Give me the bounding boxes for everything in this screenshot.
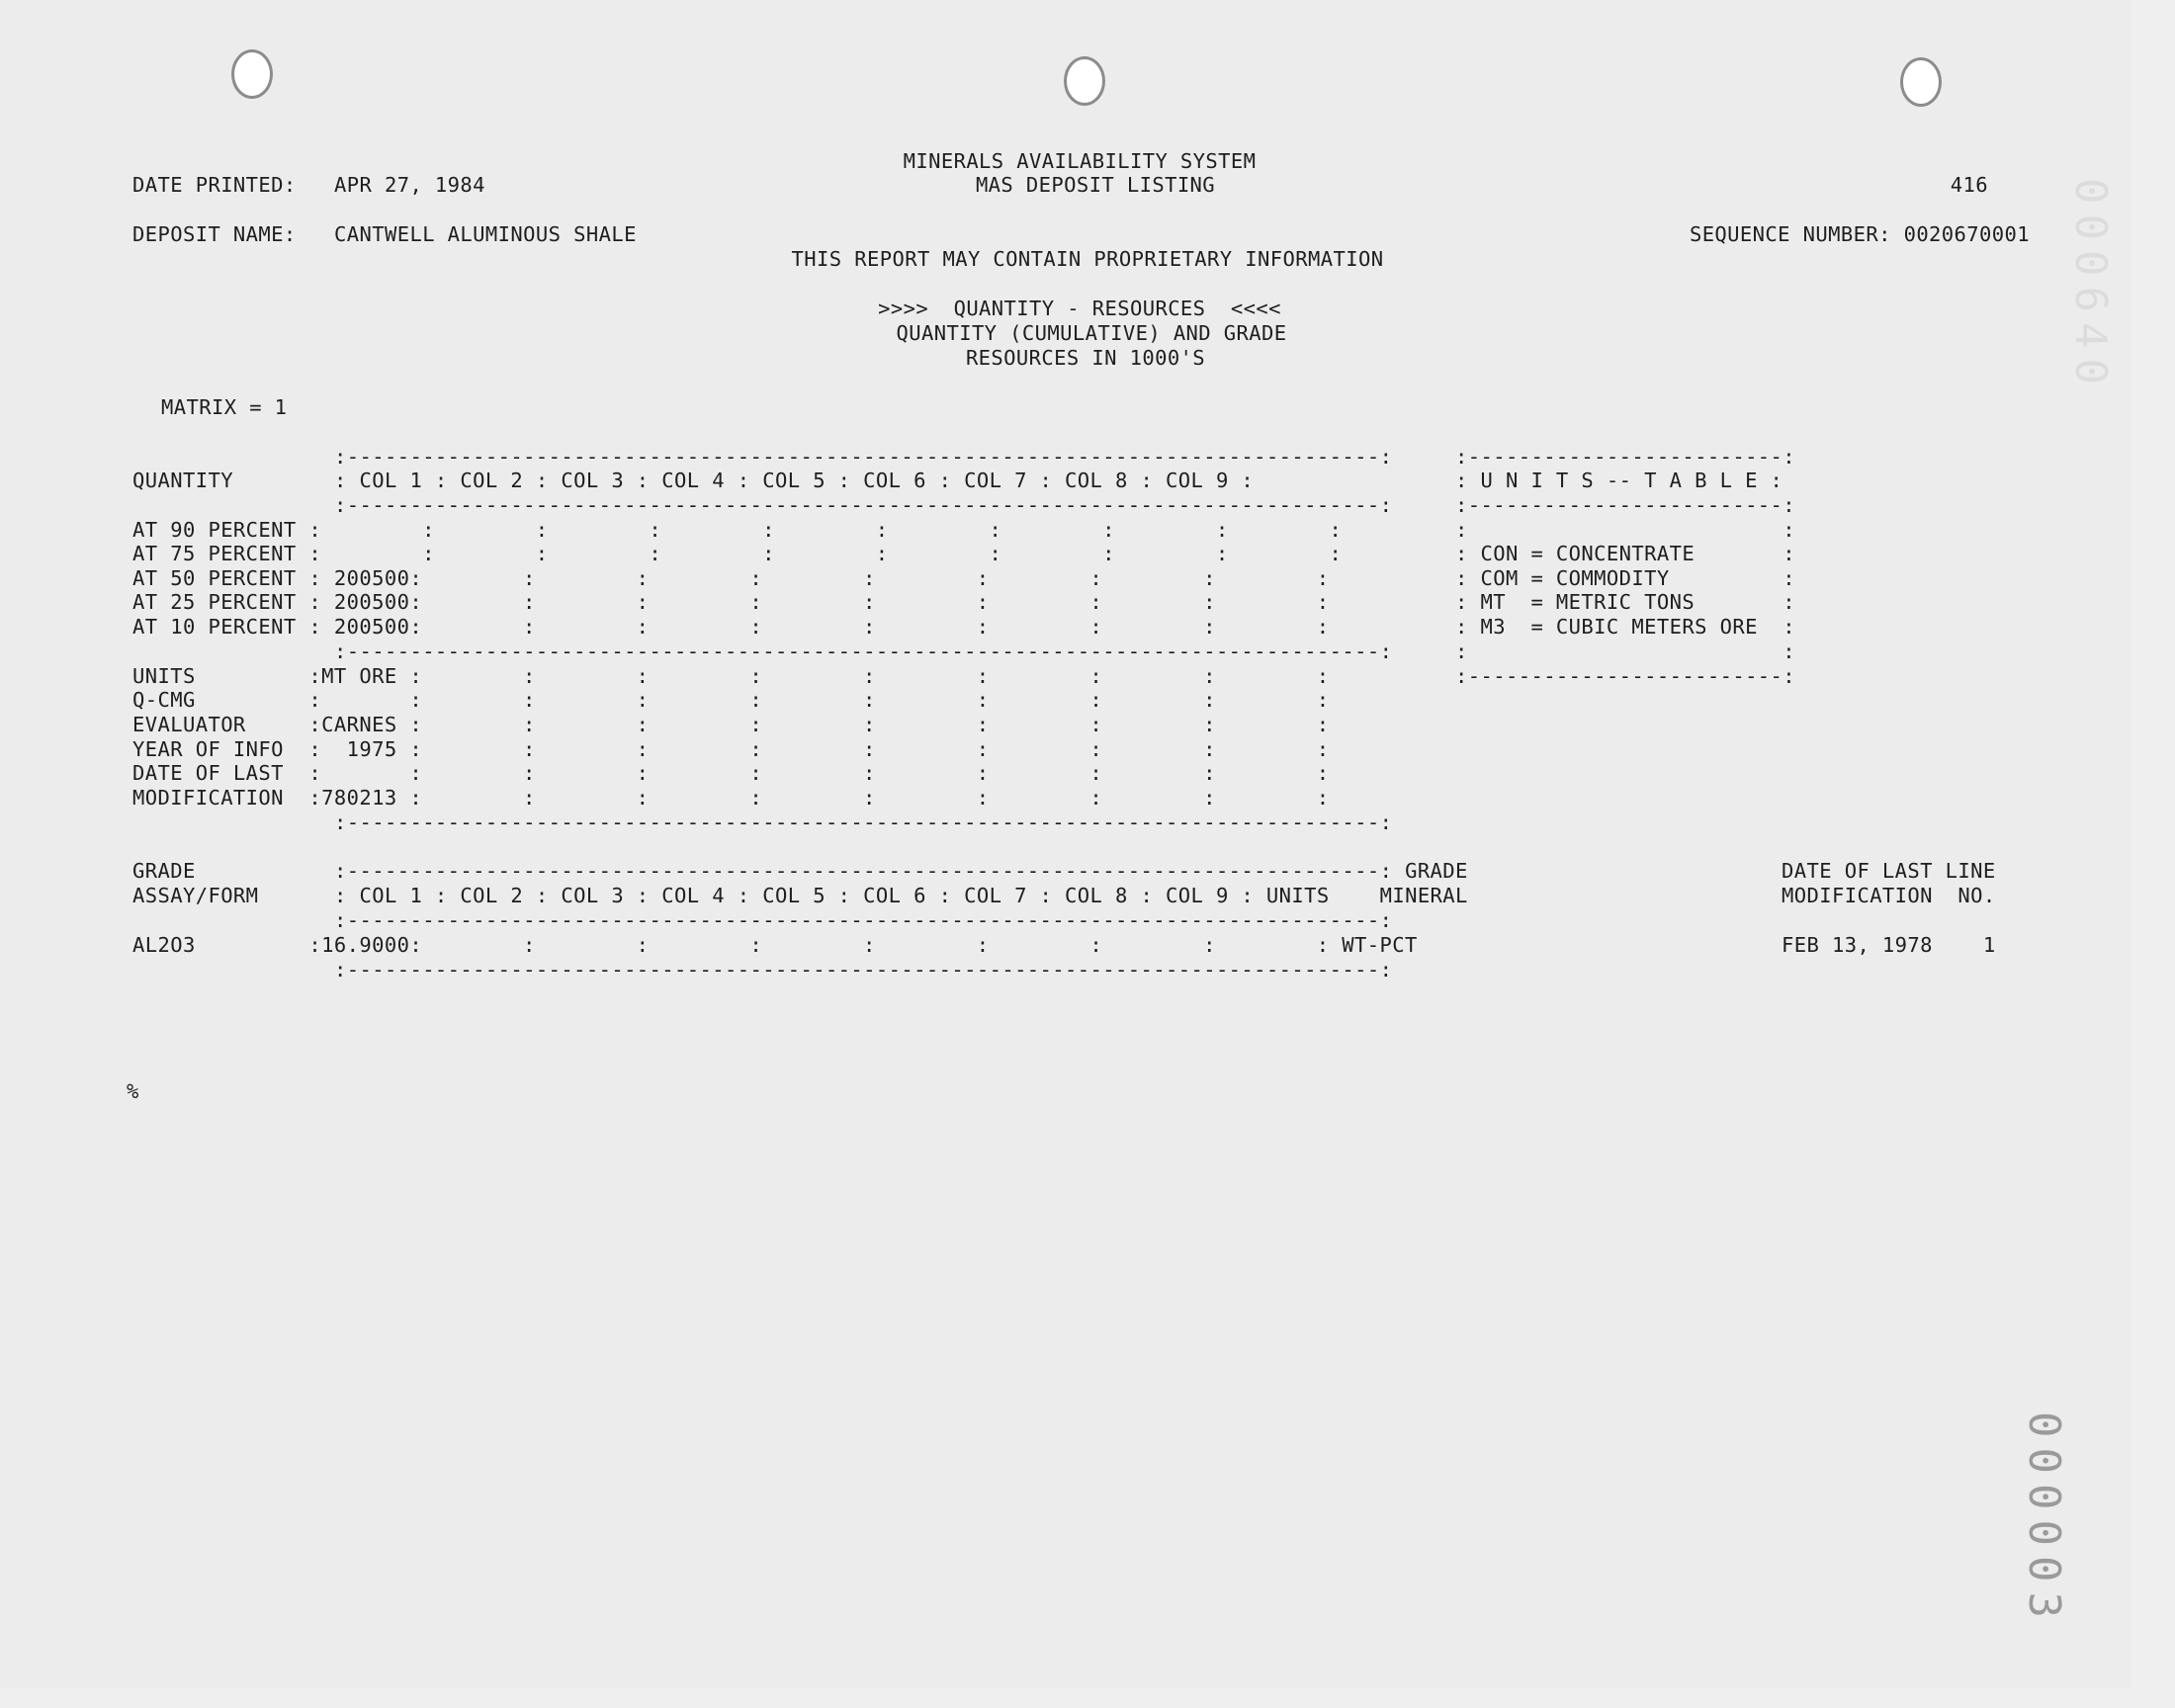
sequence-number <box>1690 222 2030 247</box>
grade-table-rule-mid: :----------------------------------------------------------------------------------: <box>334 908 1393 932</box>
faint-stamp-number: 000640 <box>2065 178 2116 394</box>
units-table-row: : CON = CONCENTRATE : <box>1455 542 1796 565</box>
units-table-rule-header: :-------------------------: <box>1455 493 1796 517</box>
quantity-row: AT 10 PERCENT : 200500: : : : : : : : : <box>132 615 1330 639</box>
units-table-row: : COM = COMMODITY : <box>1455 566 1796 590</box>
listing-title: MAS DEPOSIT LISTING <box>975 173 1216 197</box>
units-table-header: : U N I T S -- T A B L E : <box>1455 469 1784 492</box>
info-row: UNITS :MT ORE : : : : : : : : : <box>132 664 1330 688</box>
section-title: >>>> QUANTITY - RESOURCES <<<< <box>878 297 1281 320</box>
grade-data-row-date: FEB 13, 1978 1 <box>1782 933 1996 957</box>
binder-hole-left <box>231 49 273 99</box>
system-title: MINERALS AVAILABILITY SYSTEM <box>903 149 1257 173</box>
section-subtitle: QUANTITY (CUMULATIVE) AND GRADE <box>896 321 1287 345</box>
date-of-last-line-header: DATE OF LAST LINE <box>1782 859 1996 883</box>
modification-no-header: MODIFICATION NO. <box>1782 884 1996 907</box>
percent-mark: % <box>127 1079 139 1103</box>
deposit-name-label: DEPOSIT NAME: <box>132 222 297 246</box>
binder-hole-center <box>1064 56 1105 106</box>
date-printed-value: APR 27, 1984 <box>334 173 485 197</box>
quantity-table-rule-header: :----------------------------------------------------------------------------------: <box>334 493 1393 517</box>
deposit-name-value: CANTWELL ALUMINOUS SHALE <box>334 222 637 246</box>
info-row: MODIFICATION :780213 : : : : : : : : : <box>132 786 1330 810</box>
units-table-blank-row: : : <box>1455 518 1796 542</box>
assay-form-label: ASSAY/FORM <box>132 884 259 907</box>
date-printed-label: DATE PRINTED: <box>132 173 297 197</box>
sequence-number-label: SEQUENCE NUMBER: <box>1689 222 1891 246</box>
info-row: YEAR OF INFO : 1975 : : : : : : : : : <box>132 737 1330 761</box>
info-row: Q-CMG : : : : : : : : : : <box>132 688 1330 712</box>
quantity-row: AT 75 PERCENT : : : : : : : : : : <box>132 542 1343 565</box>
binder-hole-right <box>1900 57 1942 107</box>
info-row: DATE OF LAST : : : : : : : : : : <box>132 761 1330 785</box>
grade-table-rule-top: :----------------------------------------------------------------------------------: GRADE <box>334 859 1468 883</box>
quantity-row: AT 90 PERCENT : : : : : : : : : : <box>132 518 1343 542</box>
sequence-number-value: 0020670001 <box>1903 222 2030 246</box>
grade-label: GRADE <box>132 859 196 883</box>
quantity-table-rule-bottom: :----------------------------------------------------------------------------------: <box>334 811 1393 834</box>
units-table-blank-row: : : <box>1455 640 1796 663</box>
proprietary-notice: THIS REPORT MAY CONTAIN PROPRIETARY INFORMATION <box>791 247 1384 271</box>
quantity-row: AT 25 PERCENT : 200500: : : : : : : : : <box>132 590 1330 614</box>
units-table-rule-bottom: :-------------------------: <box>1455 664 1796 688</box>
quantity-column-headers: : COL 1 : COL 2 : COL 3 : COL 4 : COL 5 : COL 6 : COL 7 : COL 8 : COL 9 : <box>334 469 1255 492</box>
units-table-row: : M3 = CUBIC METERS ORE : <box>1455 615 1796 639</box>
page-number: 416 <box>1950 173 1988 197</box>
grade-data-row: AL2O3 :16.9000: : : : : : : : : WT-PCT <box>132 933 1418 957</box>
grade-column-headers: : COL 1 : COL 2 : COL 3 : COL 4 : COL 5 : COL 6 : COL 7 : COL 8 : COL 9 : UNITS MINERAL <box>334 884 1468 907</box>
quantity-table-rule-mid: :----------------------------------------------------------------------------------: <box>334 640 1393 663</box>
quantity-label: QUANTITY <box>132 469 233 492</box>
quantity-row: AT 50 PERCENT : 200500: : : : : : : : : <box>132 566 1330 590</box>
units-table-rule-top: :-------------------------: <box>1455 445 1796 469</box>
info-row: EVALUATOR :CARNES : : : : : : : : : <box>132 713 1330 736</box>
matrix-label: MATRIX = 1 <box>161 395 288 419</box>
grade-table-rule-bottom: :----------------------------------------------------------------------------------: <box>334 958 1393 982</box>
resources-units-note: RESOURCES IN 1000'S <box>965 346 1206 370</box>
page-stamp-number: 000003 <box>2019 1411 2069 1628</box>
units-table-row: : MT = METRIC TONS : <box>1455 590 1796 614</box>
quantity-table-rule-top: :----------------------------------------------------------------------------------: <box>334 445 1393 469</box>
